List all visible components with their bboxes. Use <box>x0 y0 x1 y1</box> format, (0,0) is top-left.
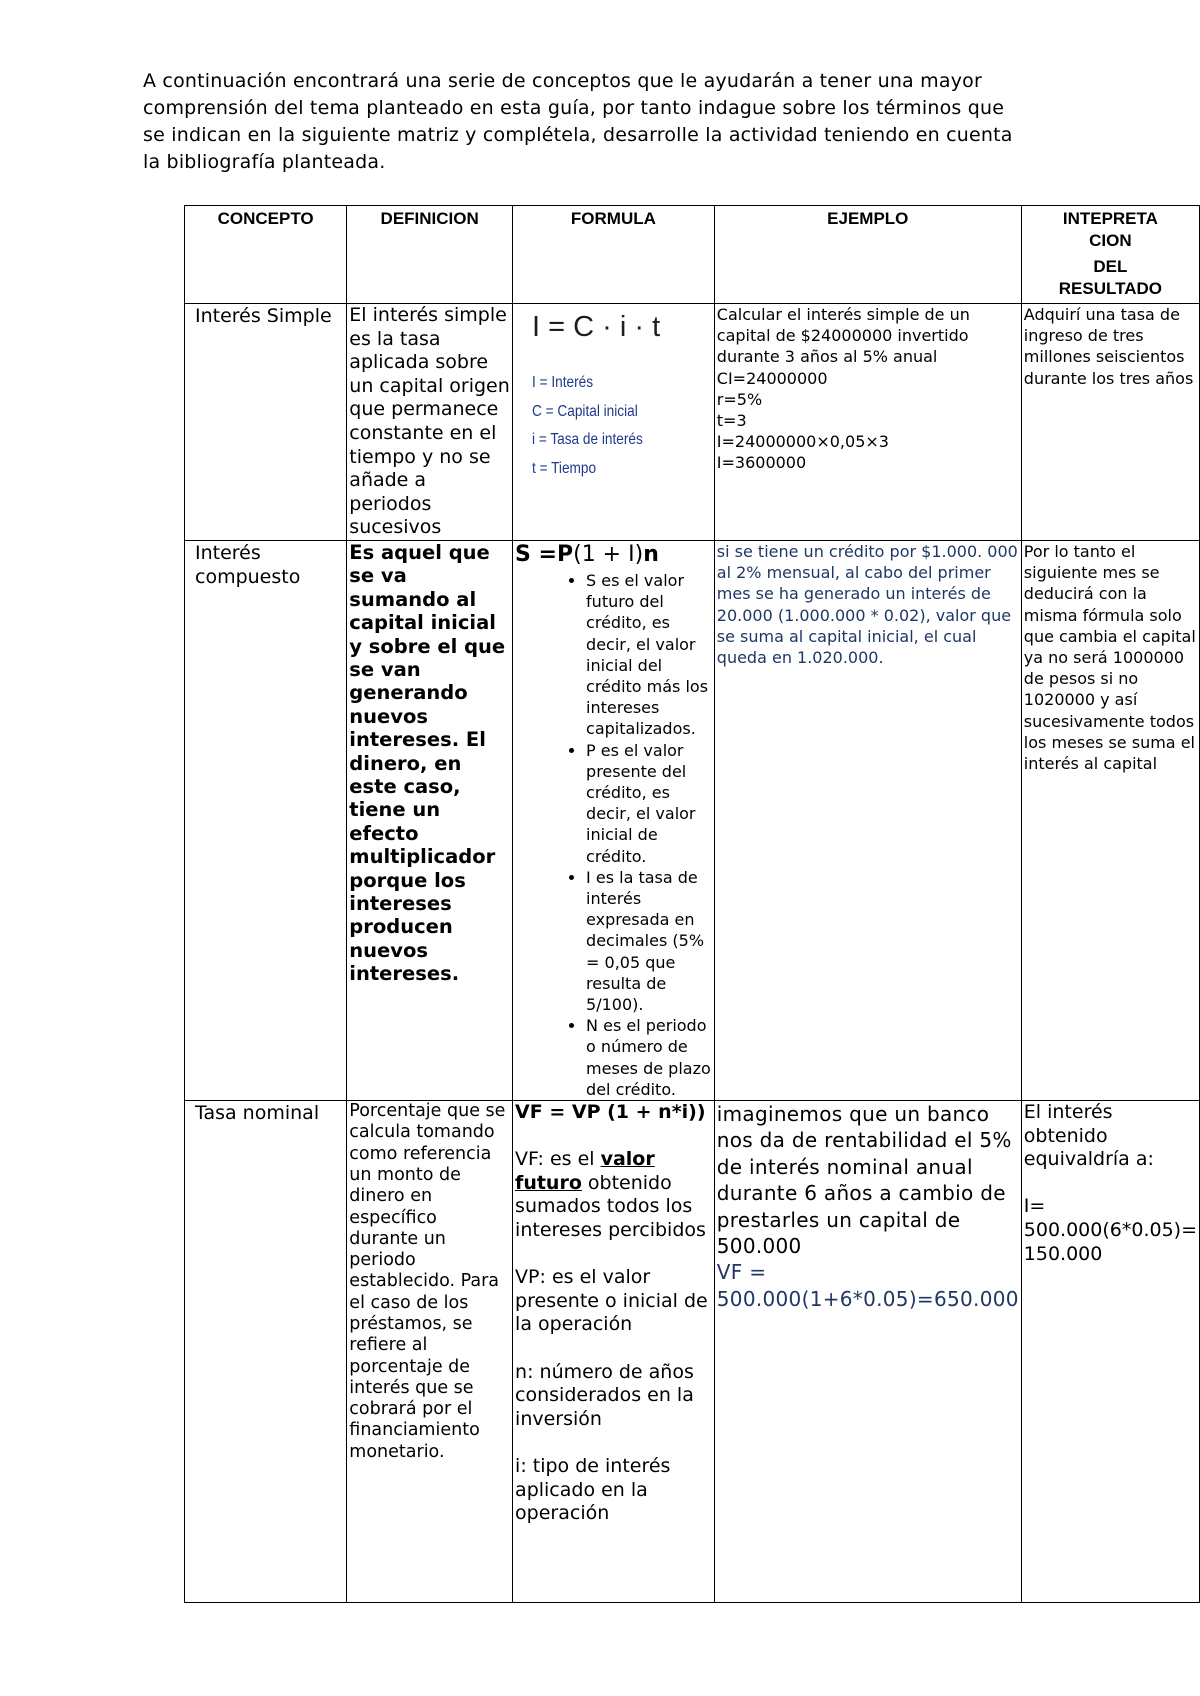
concept-cell: Interés compuesto <box>185 540 347 1100</box>
example-line: t=3 <box>716 411 747 431</box>
header-interpretacion-line4: RESULTADO <box>1058 279 1163 298</box>
header-concepto: CONCEPTO <box>185 206 347 304</box>
example-line: I=24000000×0,05×3 <box>716 432 889 452</box>
header-interpretacion-line1: INTEPRETA <box>1062 209 1158 228</box>
formula-part: S =P <box>515 541 574 567</box>
table-row <box>185 304 1200 541</box>
formula-cell <box>513 1101 715 1603</box>
concept-cell: Interés Simple <box>185 304 347 541</box>
formula-legend <box>532 369 690 483</box>
example-calculation: VF = 500.000(1+6*0.05)=650.000 <box>716 1260 1019 1311</box>
header-interpretacion <box>1021 206 1199 304</box>
compound-interest-formula <box>515 541 712 568</box>
bullet-item: • N es el periodo o número de meses de plazo del crédito. <box>586 1015 712 1100</box>
legend-item: i = Tasa de interés <box>532 431 643 448</box>
table-row <box>185 1101 1200 1603</box>
example-line: I=3600000 <box>716 453 807 473</box>
example-line: CI=24000000 <box>716 368 828 388</box>
example-cell: si se tiene un crédito por $1.000. 000 al 2% mensual, al cabo del primer mes se ha generado un interés de 20.000 (1.000.000 * 0.02), valor que se suma al capital inicial, el cual queda en 1.020.000. <box>714 540 1021 1100</box>
concept-matrix <box>184 205 1200 1603</box>
legend-item: t = Tiempo <box>532 459 597 477</box>
i-definition: i: tipo de interés aplicado en la operación <box>515 1454 671 1525</box>
nominal-rate-formula: VF = VP (1 + n*i)) <box>515 1101 706 1124</box>
interpretation-cell: Por lo tanto el siguiente mes se deducirá con la misma fórmula solo que cambia el capital ya no será 1000000 de pesos si no 1020000 y así sucesivamente todos los meses se suma el interés al capital <box>1021 540 1199 1100</box>
legend-item: C = Capital inicial <box>532 402 638 420</box>
header-definicion: DEFINICION <box>347 206 513 304</box>
bullet-item: • P es el valor presente del crédito, es decir, el valor inicial de crédito. <box>586 740 712 867</box>
simple-interest-formula: I = C · i · t <box>532 311 661 343</box>
definition-cell: El interés simple es la tasa aplicada sobre un capital origen que permanece constante en el tiempo y no se añade a periodos sucesivos <box>347 304 513 541</box>
example-line: Calcular el interés simple de un capital de $24000000 invertido durante 3 años al 5% anual <box>716 305 970 367</box>
interpretation-calculation: I= 500.000(6*0.05)= 150.000 <box>1023 1195 1197 1265</box>
interpretation-text: El interés obtenido equivaldría a: <box>1023 1101 1154 1171</box>
header-ejemplo: EJEMPLO <box>714 206 1021 304</box>
vf-definition <box>515 1148 712 1242</box>
concept-cell: Tasa nominal <box>185 1101 347 1603</box>
formula-cell <box>513 540 715 1100</box>
example-text: imaginemos que un banco nos da de rentabilidad el 5% de interés nominal anual durante 6 años a cambio de prestarles un capital de 500.000 <box>716 1102 1012 1259</box>
example-cell <box>714 304 1021 541</box>
header-row <box>185 206 1200 304</box>
example-cell <box>714 1101 1021 1603</box>
table-row <box>185 540 1200 1100</box>
example-line: r=5% <box>716 389 763 409</box>
interpretation-cell <box>1021 1101 1199 1603</box>
vf-suffix: obtenido sumados todos los intereses percibidos <box>515 1171 706 1241</box>
intro-paragraph: A continuación encontrará una serie de conceptos que le ayudarán a tener una mayor comprensión del tema planteado en esta guía, por tanto indague sobre los términos que se indican en la siguiente matriz y complétela, desarrolle la actividad teniendo en cuenta la bibliografía planteada. <box>143 70 1013 173</box>
bullet-item: • S es el valor futuro del crédito, es decir, el valor inicial del crédito más los intereses capitalizados. <box>586 570 712 740</box>
vf-prefix: VF: es el <box>515 1148 601 1171</box>
header-formula: FORMULA <box>513 206 715 304</box>
legend-item: I = Interés <box>532 374 594 391</box>
definition-cell: Porcentaje que se calcula tomando como referencia un monto de dinero en específico durante un periodo establecido. Para el caso de los préstamos, se refiere al porcentaje de interés que se cobrará por el financiamiento monetario. <box>347 1101 513 1603</box>
header-interpretacion-line2: CION <box>1089 231 1132 250</box>
vf-term: valor futuro <box>515 1148 655 1194</box>
interpretation-cell: Adquirí una tasa de ingreso de tres millones seiscientos durante los tres años <box>1021 304 1199 541</box>
formula-part: (1 + I) <box>573 541 644 567</box>
vp-definition: VP: es el valor presente o inicial de la operación <box>515 1266 708 1336</box>
formula-part: n <box>643 541 659 567</box>
formula-cell <box>513 304 715 541</box>
bullet-item: • I es la tasa de interés expresada en decimales (5% = 0,05 que resulta de 5/100). <box>586 867 712 1015</box>
formula-bullets <box>515 570 712 1100</box>
n-definition: n: número de años considerados en la inversión <box>515 1360 694 1430</box>
definition-cell: Es aquel que se va sumando al capital inicial y sobre el que se van generando nuevos intereses. El dinero, en este caso, tiene un efecto multiplicador porque los intereses producen nuevos intereses. <box>347 540 513 1100</box>
header-interpretacion-line3: DEL <box>1093 257 1128 276</box>
